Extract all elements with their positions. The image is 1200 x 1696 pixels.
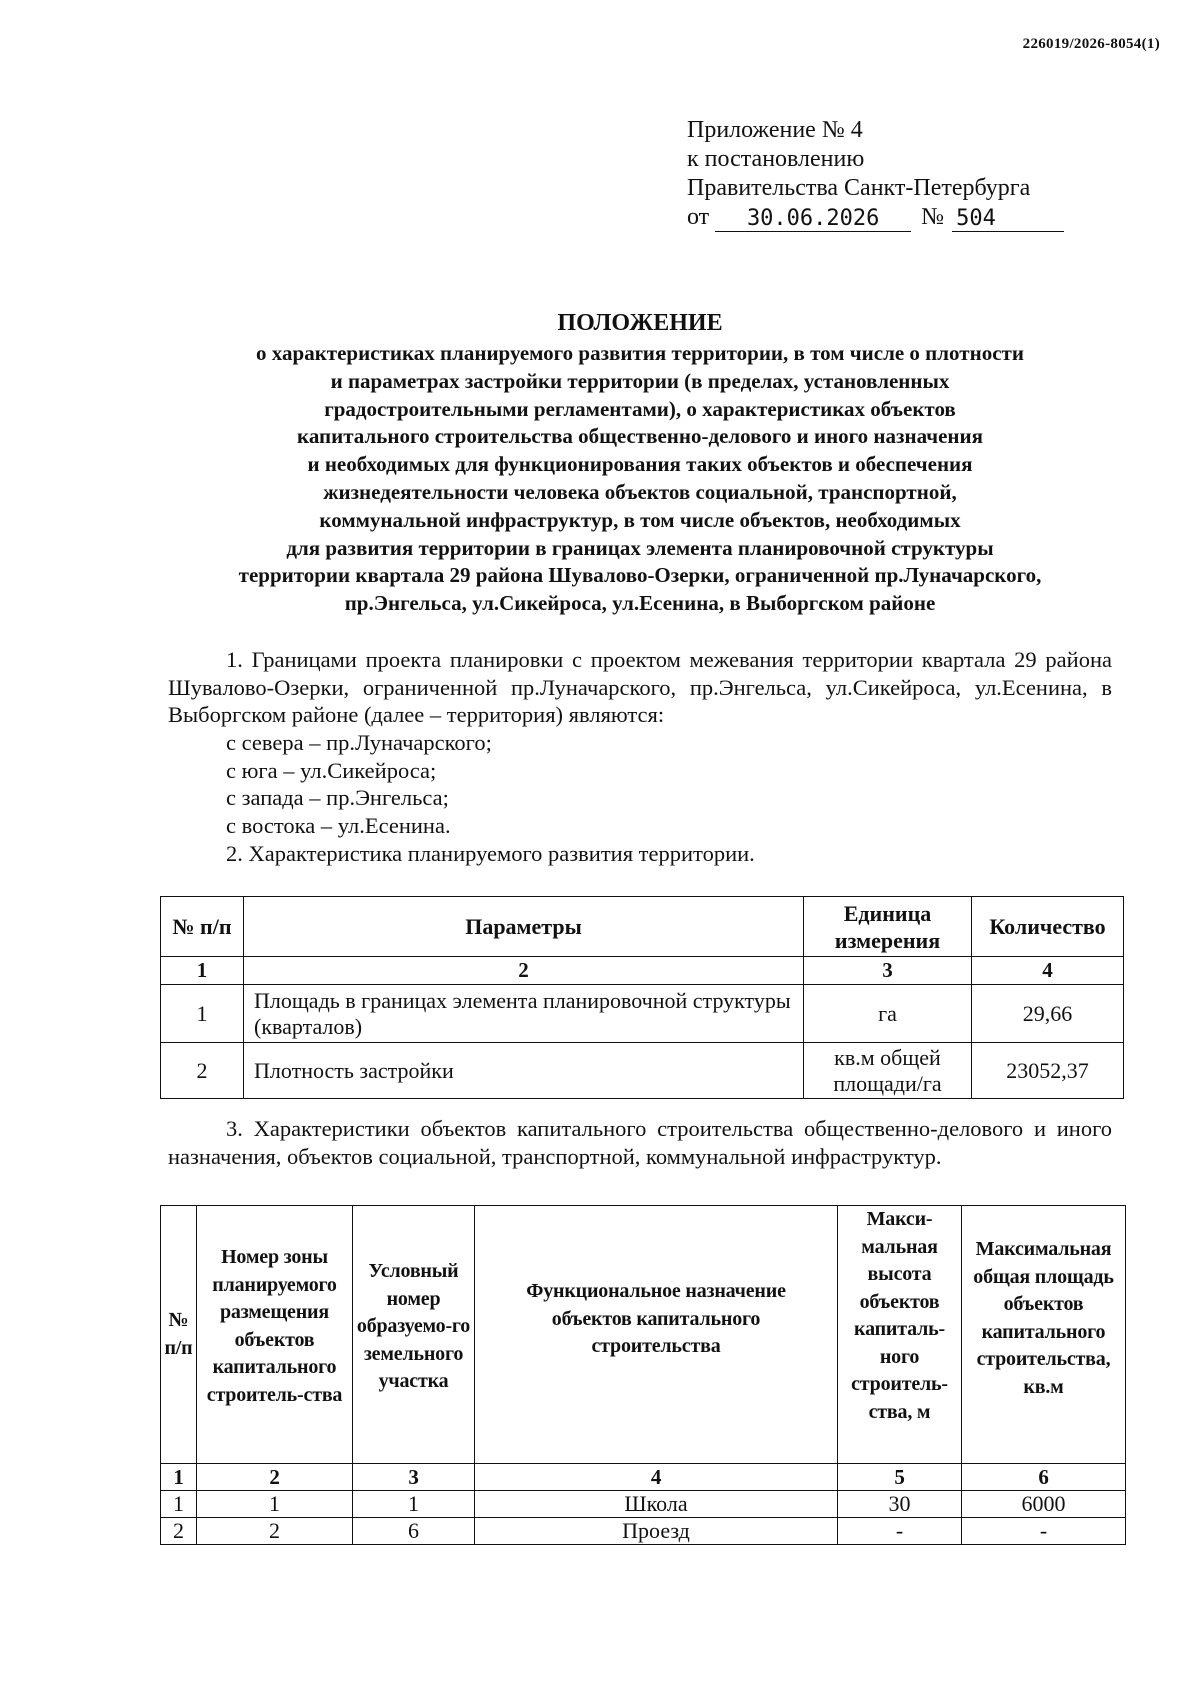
col-header-purpose: Функциональное назначение объектов капитального строительства bbox=[475, 1206, 838, 1464]
resolution-number: 504 bbox=[952, 207, 1064, 232]
cell-height: - bbox=[838, 1518, 962, 1545]
development-characteristics-table bbox=[160, 896, 1124, 1099]
capital-construction-table bbox=[160, 1205, 1126, 1545]
cell-purpose: Школа bbox=[475, 1491, 838, 1518]
cell-param: Площадь в границах элемента планировочной структуры (кварталов) bbox=[244, 985, 804, 1043]
table-row bbox=[161, 1491, 1126, 1518]
boundary-west: с запада – пр.Энгельса; bbox=[226, 785, 449, 810]
section-1-paragraph bbox=[168, 646, 1112, 729]
col-header-param: Параметры bbox=[244, 897, 804, 957]
col-number: 1 bbox=[161, 957, 244, 985]
annex-line-2: к постановлению bbox=[687, 146, 865, 172]
heading-line: для развития территории в границах элемента планировочной структуры bbox=[286, 535, 994, 560]
section-2-title: 2. Характеристика планируемого развития территории. bbox=[226, 841, 755, 866]
table-row bbox=[161, 1043, 1124, 1099]
boundary-north: с севера – пр.Луначарского; bbox=[226, 730, 492, 755]
section-3-text: 3. Характеристики объектов капитального строительства общественно-делового и иного назначения, объектов социальной, транспортной, коммунальной инфраструктур. bbox=[168, 1116, 1112, 1169]
heading-line: капитального строительства общественно-делового и иного назначения bbox=[297, 424, 983, 449]
col-number: 5 bbox=[838, 1464, 962, 1491]
table-row bbox=[161, 985, 1124, 1043]
heading-line: и параметрах застройки территории (в пределах, установленных bbox=[330, 368, 950, 393]
cell-qty: 23052,37 bbox=[972, 1043, 1124, 1099]
cell-area: 6000 bbox=[962, 1491, 1126, 1518]
cell-num: 1 bbox=[161, 1491, 197, 1518]
cell-plot: 1 bbox=[353, 1491, 475, 1518]
heading-line: территории квартала 29 района Шувалово-Озерки, ограниченной пр.Луначарского, bbox=[238, 563, 1042, 588]
col-number: 4 bbox=[972, 957, 1124, 985]
col-header-num: № п/п bbox=[161, 1206, 197, 1464]
column-number-row bbox=[161, 1464, 1126, 1491]
cell-purpose: Проезд bbox=[475, 1518, 838, 1545]
cell-area: - bbox=[962, 1518, 1126, 1545]
column-number-row bbox=[161, 957, 1124, 985]
annex-line-1: Приложение № 4 bbox=[687, 117, 863, 143]
table-row bbox=[161, 1518, 1126, 1545]
col-number: 1 bbox=[161, 1464, 197, 1491]
resolution-date: 30.06.2026 bbox=[715, 207, 911, 232]
cell-unit: га bbox=[804, 985, 972, 1043]
table-header-row bbox=[161, 1206, 1126, 1464]
cell-unit: кв.м общей площади/га bbox=[804, 1043, 972, 1099]
heading-line: градостроительными регламентами), о характеристиках объектов bbox=[324, 396, 956, 421]
col-header-plot: Условный номер образуемо-го земельного участка bbox=[353, 1206, 475, 1464]
heading-line: жизнедеятельности человека объектов социальной, транспортной, bbox=[323, 479, 957, 504]
col-header-unit: Единица измерения bbox=[804, 897, 972, 957]
col-number: 3 bbox=[353, 1464, 475, 1491]
cell-num: 2 bbox=[161, 1043, 244, 1099]
heading-line: коммунальной инфраструктур, в том числе объектов, необходимых bbox=[319, 507, 961, 532]
cell-qty: 29,66 bbox=[972, 985, 1124, 1043]
annex-date-row bbox=[687, 203, 1064, 232]
cell-num: 1 bbox=[161, 985, 244, 1043]
section-3-paragraph bbox=[168, 1115, 1112, 1170]
col-header-height: Макси-мальная высота объектов капиталь-ного строитель-ства, м bbox=[838, 1206, 962, 1464]
cell-height: 30 bbox=[838, 1491, 962, 1518]
boundary-south: с юга – ул.Сикейроса; bbox=[226, 758, 437, 783]
col-number: 2 bbox=[197, 1464, 353, 1491]
cell-param: Плотность застройки bbox=[244, 1043, 804, 1099]
cell-plot: 6 bbox=[353, 1518, 475, 1545]
heading-title: ПОЛОЖЕНИЕ bbox=[557, 310, 723, 336]
col-number: 3 bbox=[804, 957, 972, 985]
document-heading bbox=[150, 308, 1130, 618]
col-header-num: № п/п bbox=[161, 897, 244, 957]
heading-line: о характеристиках планируемого развития территории, в том числе о плотности bbox=[256, 341, 1024, 365]
table-header-row bbox=[161, 897, 1124, 957]
heading-line: и необходимых для функционирования таких объектов и обеспечения bbox=[307, 452, 973, 477]
cell-num: 2 bbox=[161, 1518, 197, 1545]
col-number: 2 bbox=[244, 957, 804, 985]
date-prefix: от bbox=[687, 204, 710, 230]
col-header-zone: Номер зоны планируемого размещения объектов капитального строитель-ства bbox=[197, 1206, 353, 1464]
document-number: 226019/2026-8054(1) bbox=[1022, 36, 1160, 52]
boundary-east: с востока – ул.Есенина. bbox=[226, 813, 451, 838]
col-number: 6 bbox=[962, 1464, 1126, 1491]
col-number: 4 bbox=[475, 1464, 838, 1491]
boundaries-text: 1. Границами проекта планировки с проектом межевания территории квартала 29 района Шувалово-Озерки, ограниченной пр.Луначарского, пр.Энгельса, ул.Сикейроса, ул.Есенина, в Выборгском районе (далее – территория) являются: bbox=[168, 647, 1112, 727]
number-prefix: № bbox=[921, 204, 945, 230]
annex-block bbox=[687, 116, 1064, 232]
cell-zone: 1 bbox=[197, 1491, 353, 1518]
col-header-area: Максимальная общая площадь объектов капитального строительства, кв.м bbox=[962, 1206, 1126, 1464]
cell-zone: 2 bbox=[197, 1518, 353, 1545]
annex-line-3: Правительства Санкт-Петербурга bbox=[687, 175, 1031, 201]
heading-line: пр.Энгельса, ул.Сикейроса, ул.Есенина, в Выборгском районе bbox=[344, 591, 936, 616]
col-header-qty: Количество bbox=[972, 897, 1124, 957]
